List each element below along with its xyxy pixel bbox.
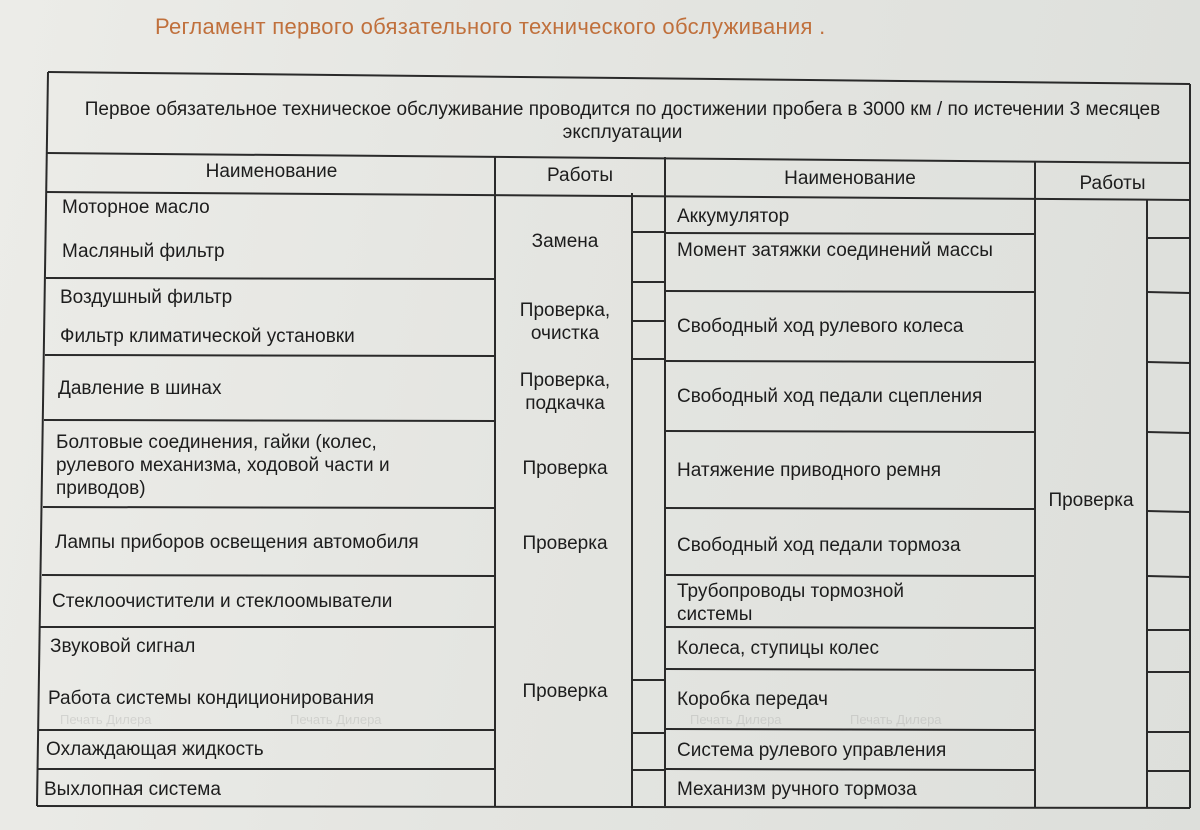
left-item: Выхлопная система	[44, 779, 221, 800]
header-right-name: Наименование	[784, 168, 916, 189]
right-item: Свободный ход рулевого колеса	[677, 316, 964, 337]
left-item: Охлаждающая жидкость	[46, 739, 264, 760]
right-item: Момент затяжки соединений массы	[677, 240, 993, 261]
left-work: Проверка	[522, 533, 608, 554]
header-left-name: Наименование	[205, 161, 338, 182]
left-work: Проверка	[522, 681, 608, 702]
right-work: Проверка	[1048, 490, 1134, 511]
left-work: Замена	[531, 231, 599, 252]
left-item: Моторное масло	[62, 197, 210, 218]
left-work: Проверка	[522, 458, 608, 479]
left-item: Лампы приборов освещения автомобиля	[55, 532, 419, 553]
left-item: Давление в шинах	[58, 378, 222, 399]
right-item: Трубопроводы тормозной системы	[677, 581, 904, 625]
page-title: Регламент первого обязательного технического обслуживания .	[155, 14, 826, 39]
left-item: Болтовые соединения, гайки (колес, рулевого механизма, ходовой части и приводов)	[56, 432, 390, 499]
header-left-works: Работы	[547, 165, 613, 186]
left-work: Проверка, подкачка	[519, 370, 611, 414]
right-item: Свободный ход педали тормоза	[677, 535, 961, 556]
left-item: Звуковой сигнал	[50, 636, 196, 657]
intro-text: Первое обязательное техническое обслуживание проводится по достижении пробега в 3000 км / по истечении 3 месяцев эксплуатации	[84, 99, 1161, 143]
left-work: Проверка, очистка	[519, 300, 611, 344]
left-item: Фильтр климатической установки	[60, 326, 355, 347]
right-item: Натяжение приводного ремня	[677, 460, 942, 481]
left-item: Работа системы кондиционирования	[48, 688, 375, 709]
bleed-through-text: Печать Дилера	[690, 712, 782, 727]
right-item: Механизм ручного тормоза	[677, 779, 917, 800]
bleed-through-text: Печать Дилера	[850, 712, 942, 727]
left-item: Стеклоочистители и стеклоомыватели	[52, 591, 393, 612]
right-item: Аккумулятор	[677, 206, 790, 227]
right-item: Свободный ход педали сцепления	[677, 386, 983, 407]
right-item: Коробка передач	[677, 689, 828, 710]
bleed-through-text: Печать Дилера	[290, 712, 382, 727]
header-right-works: Работы	[1079, 173, 1146, 194]
left-item: Воздушный фильтр	[60, 287, 233, 308]
left-item: Масляный фильтр	[62, 241, 225, 262]
right-item: Колеса, ступицы колес	[677, 638, 879, 659]
bleed-through-text: Печать Дилера	[60, 712, 152, 727]
right-item: Система рулевого управления	[677, 740, 947, 761]
